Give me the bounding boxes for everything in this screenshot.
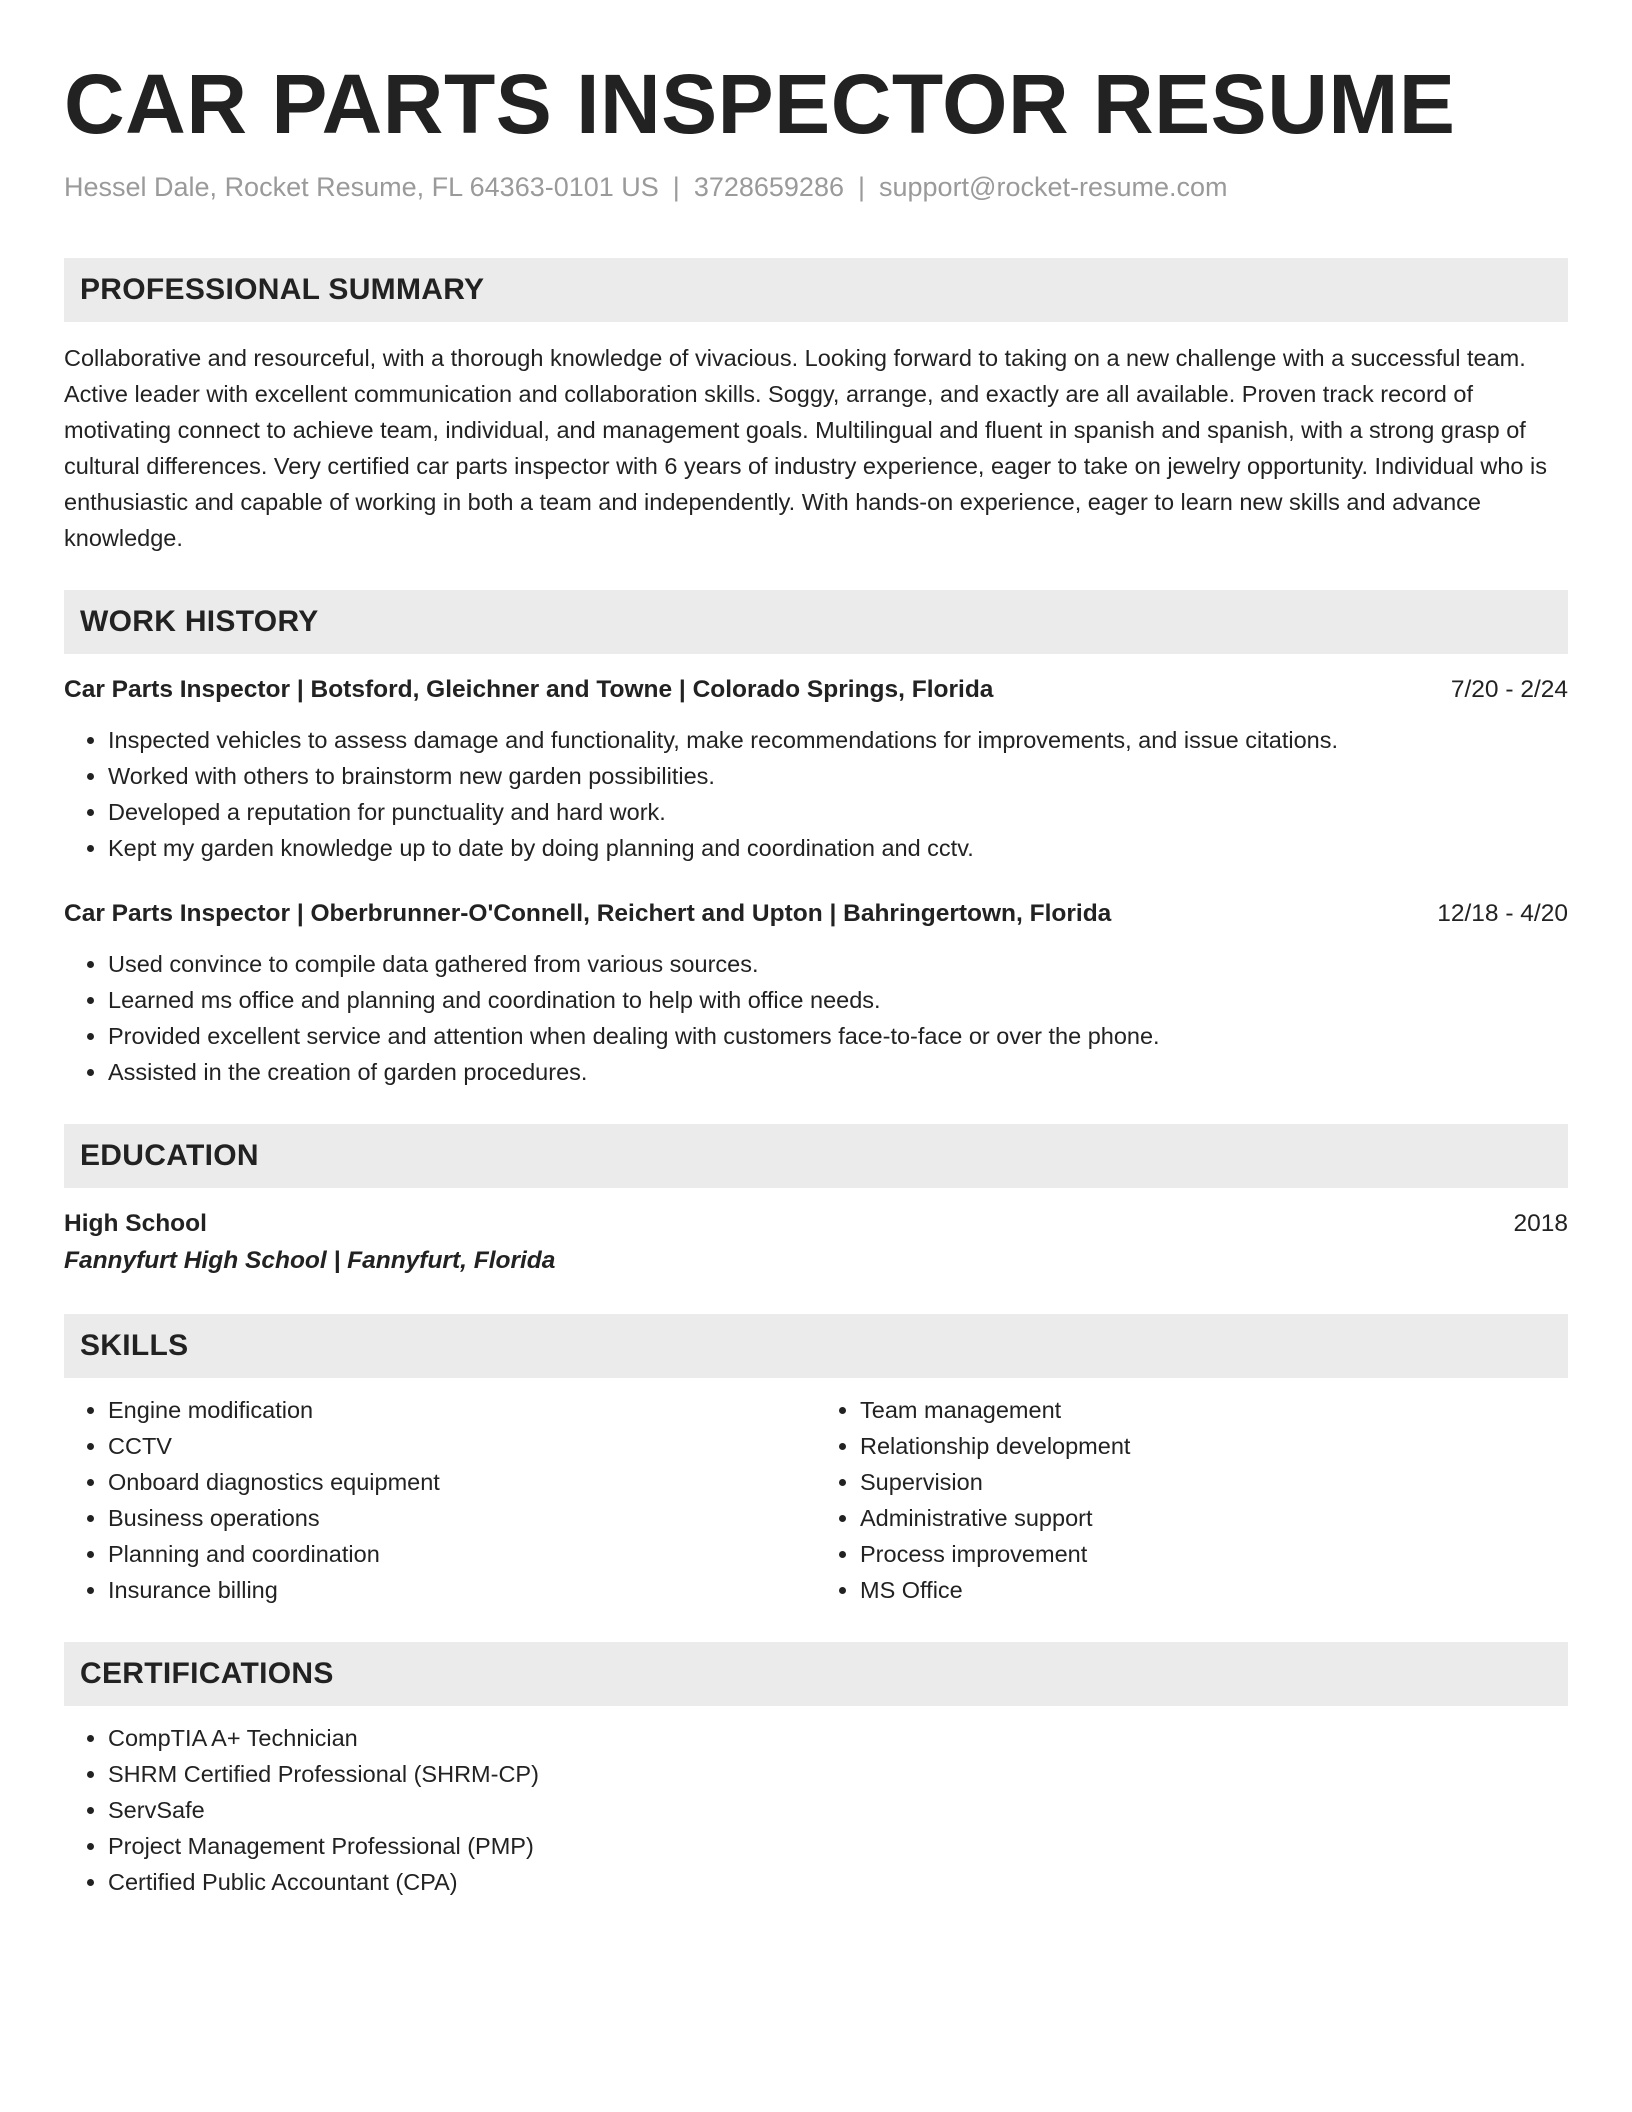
certification-item: • Certified Public Accountant (CPA) [108,1864,1568,1900]
skill-item: • Planning and coordination [108,1536,816,1572]
contact-separator: | [857,172,865,202]
skill-item: • Supervision [860,1464,1568,1500]
job-bullet: • Kept my garden knowledge up to date by doing planning and coordination and cctv. [108,830,1568,866]
certification-item: • CompTIA A+ Technician [108,1720,1568,1756]
skill-item: • Relationship development [860,1428,1568,1464]
certification-item: • SHRM Certified Professional (SHRM-CP) [108,1756,1568,1792]
certification-item: • Project Management Professional (PMP) [108,1828,1568,1864]
section-heading-work-history: WORK HISTORY [64,590,1568,654]
skills-columns [64,1392,1568,1608]
education-entry [64,1206,1568,1280]
skill-item: • Engine modification [108,1392,816,1428]
contact-address: Hessel Dale, Rocket Resume, FL 64363-0101 US [64,172,659,202]
job-dates: 12/18 - 4/20 [1437,900,1568,927]
contact-separator: | [672,172,680,202]
skill-item: • Business operations [108,1500,816,1536]
section-heading-education: EDUCATION [64,1124,1568,1188]
skill-item: • CCTV [108,1428,816,1464]
job-header [64,896,1568,932]
job-bullet: • Learned ms office and planning and coordination to help with office needs. [108,982,1568,1018]
job-title: Car Parts Inspector | Oberbrunner-O'Connell, Reichert and Upton | Bahringertown, Florida [64,900,1112,927]
job-bullet: • Assisted in the creation of garden procedures. [108,1054,1568,1090]
summary-text: Collaborative and resourceful, with a thorough knowledge of vivacious. Looking forward to taking on a new challenge with a successful team. Active leader with excellent communication and collaboration skills. Soggy, arrange, and exactly are all available. Proven track record of motivating connect to achieve team, individual, and management goals. Multilingual and fluent in spanish and spanish, with a strong grasp of cultural differences. Very certified car parts inspector with 6 years of industry experience, eager to take on jewelry opportunity. Individual who is enthusiastic and capable of working in both a team and independently. With hands-on experience, eager to learn new skills and advance knowledge. [64,345,1547,551]
job-entry [64,672,1568,866]
job-bullet: • Used convince to compile data gathered from various sources. [108,946,1568,982]
education-header [64,1206,1568,1242]
job-dates: 7/20 - 2/24 [1450,676,1568,703]
skill-item: • Onboard diagnostics equipment [108,1464,816,1500]
skill-item: • Process improvement [860,1536,1568,1572]
education-degree: High School [64,1210,207,1237]
job-bullet: • Provided excellent service and attention when dealing with customers face-to-face or over the phone. [108,1018,1568,1054]
skill-item: • MS Office [860,1572,1568,1608]
job-bullet: • Developed a reputation for punctuality and hard work. [108,794,1568,830]
education-school: Fannyfurt High School | Fannyfurt, Florida [64,1247,556,1274]
job-bullet: • Inspected vehicles to assess damage and functionality, make recommendations for improvements, and issue citations. [108,722,1568,758]
certification-item: • ServSafe [108,1792,1568,1828]
job-bullet: • Worked with others to brainstorm new garden possibilities. [108,758,1568,794]
section-heading-skills: SKILLS [64,1314,1568,1378]
skills-left-column [64,1392,816,1608]
section-heading-certifications: CERTIFICATIONS [64,1642,1568,1706]
certifications-list [64,1720,1568,1900]
section-heading-summary: PROFESSIONAL SUMMARY [64,258,1568,322]
contact-email: support@rocket-resume.com [879,172,1228,202]
job-header [64,672,1568,708]
skill-item: • Administrative support [860,1500,1568,1536]
contact-phone: 3728659286 [693,172,844,202]
job-title: Car Parts Inspector | Botsford, Gleichner and Towne | Colorado Springs, Florida [64,676,994,703]
job-entry [64,896,1568,1090]
skill-item: • Insurance billing [108,1572,816,1608]
contact-line [64,170,1568,204]
education-year: 2018 [1513,1210,1568,1237]
resume-title: CAR PARTS INSPECTOR RESUME [64,57,1456,151]
job-bullets [64,722,1568,866]
job-bullets [64,946,1568,1090]
skill-item: • Team management [860,1392,1568,1428]
skills-right-column [816,1392,1568,1608]
